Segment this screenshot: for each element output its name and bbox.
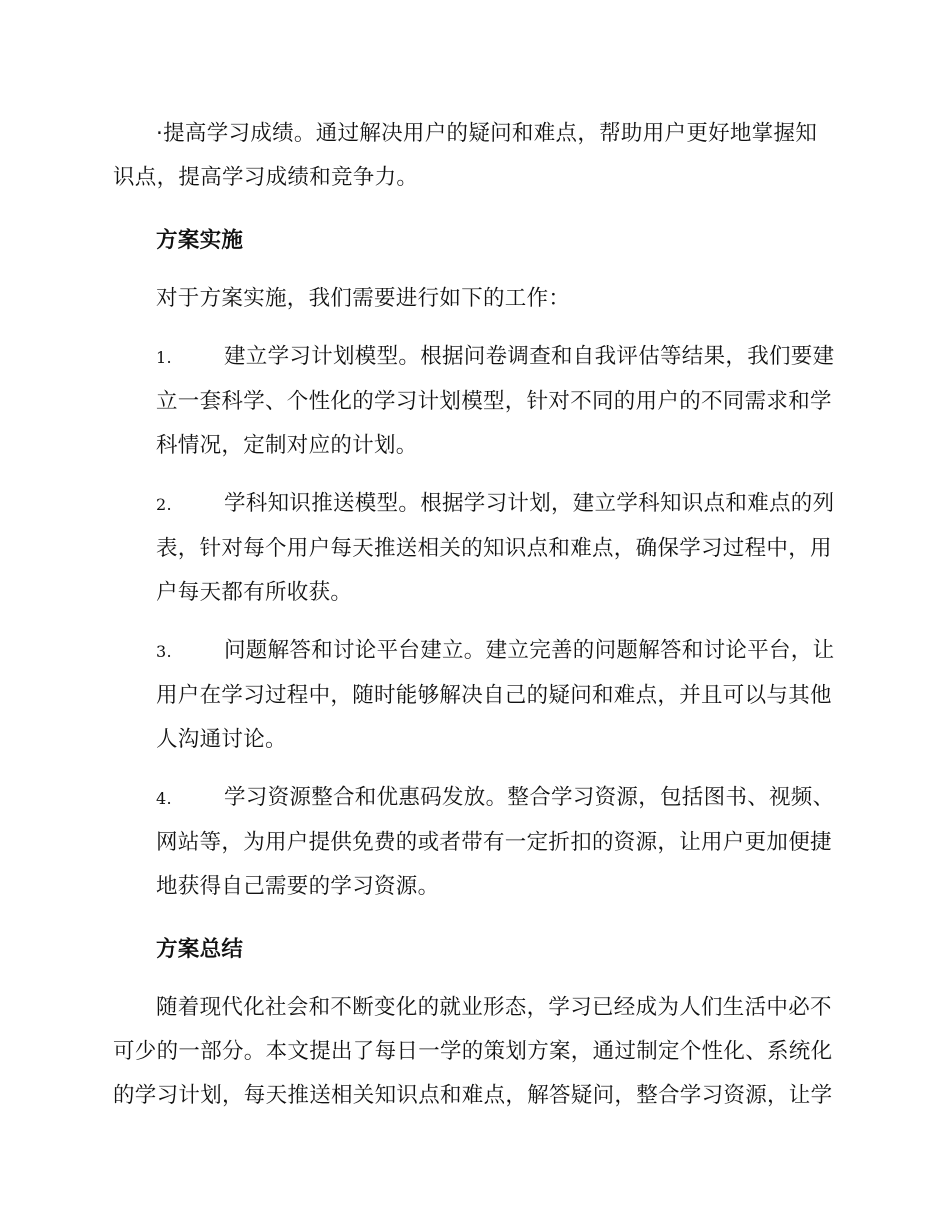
document-page	[113, 112, 835, 1118]
summary-paragraph: 随着现代化社会和不断变化的就业形态，学习已经成为人们生活中必不可少的一部分。本文提出了每日一学的策划方案，通过制定个性化、系统化的学习计划，每天推送相关知识点和难点，解答疑问，整合学习资源，让学	[113, 995, 833, 1108]
list-item-text: 问题解答和讨论平台建立。建立完善的问题解答和讨论平台，让用户在学习过程中，随时能够解决自己的疑问和难点，并且可以与其他人沟通讨论。	[156, 638, 835, 752]
list-number: 4.	[156, 789, 172, 808]
list-item	[113, 482, 835, 615]
list-item-text: 学科知识推送模型。根据学习计划，建立学科知识点和难点的列表，针对每个用户每天推送相关的知识点和难点，确保学习过程中，用户每天都有所收获。	[156, 491, 835, 605]
list-item	[113, 629, 835, 762]
list-item	[113, 776, 835, 909]
section-heading-summary: 方案总结	[156, 937, 244, 962]
list-item-text: 学习资源整合和优惠码发放。整合学习资源，包括图书、视频、网站等，为用户提供免费的或者带有一定折扣的资源，让用户更加便捷地获得自己需要的学习资源。	[156, 785, 835, 899]
list-number: 2.	[156, 495, 172, 514]
section-heading-implementation: 方案实施	[156, 228, 244, 253]
intro-bullet-paragraph: ·提高学习成绩。通过解决用户的疑问和难点，帮助用户更好地掌握知识点，提高学习成绩和竞争力。	[113, 121, 818, 190]
list-item	[113, 335, 835, 468]
list-item-text: 建立学习计划模型。根据问卷调查和自我评估等结果，我们要建立一套科学、个性化的学习计划模型，针对不同的用户的不同需求和学科情况，定制对应的计划。	[156, 344, 835, 458]
list-number: 3.	[156, 642, 172, 661]
implementation-intro: 对于方案实施，我们需要进行如下的工作：	[156, 286, 571, 311]
list-number: 1.	[156, 348, 172, 367]
